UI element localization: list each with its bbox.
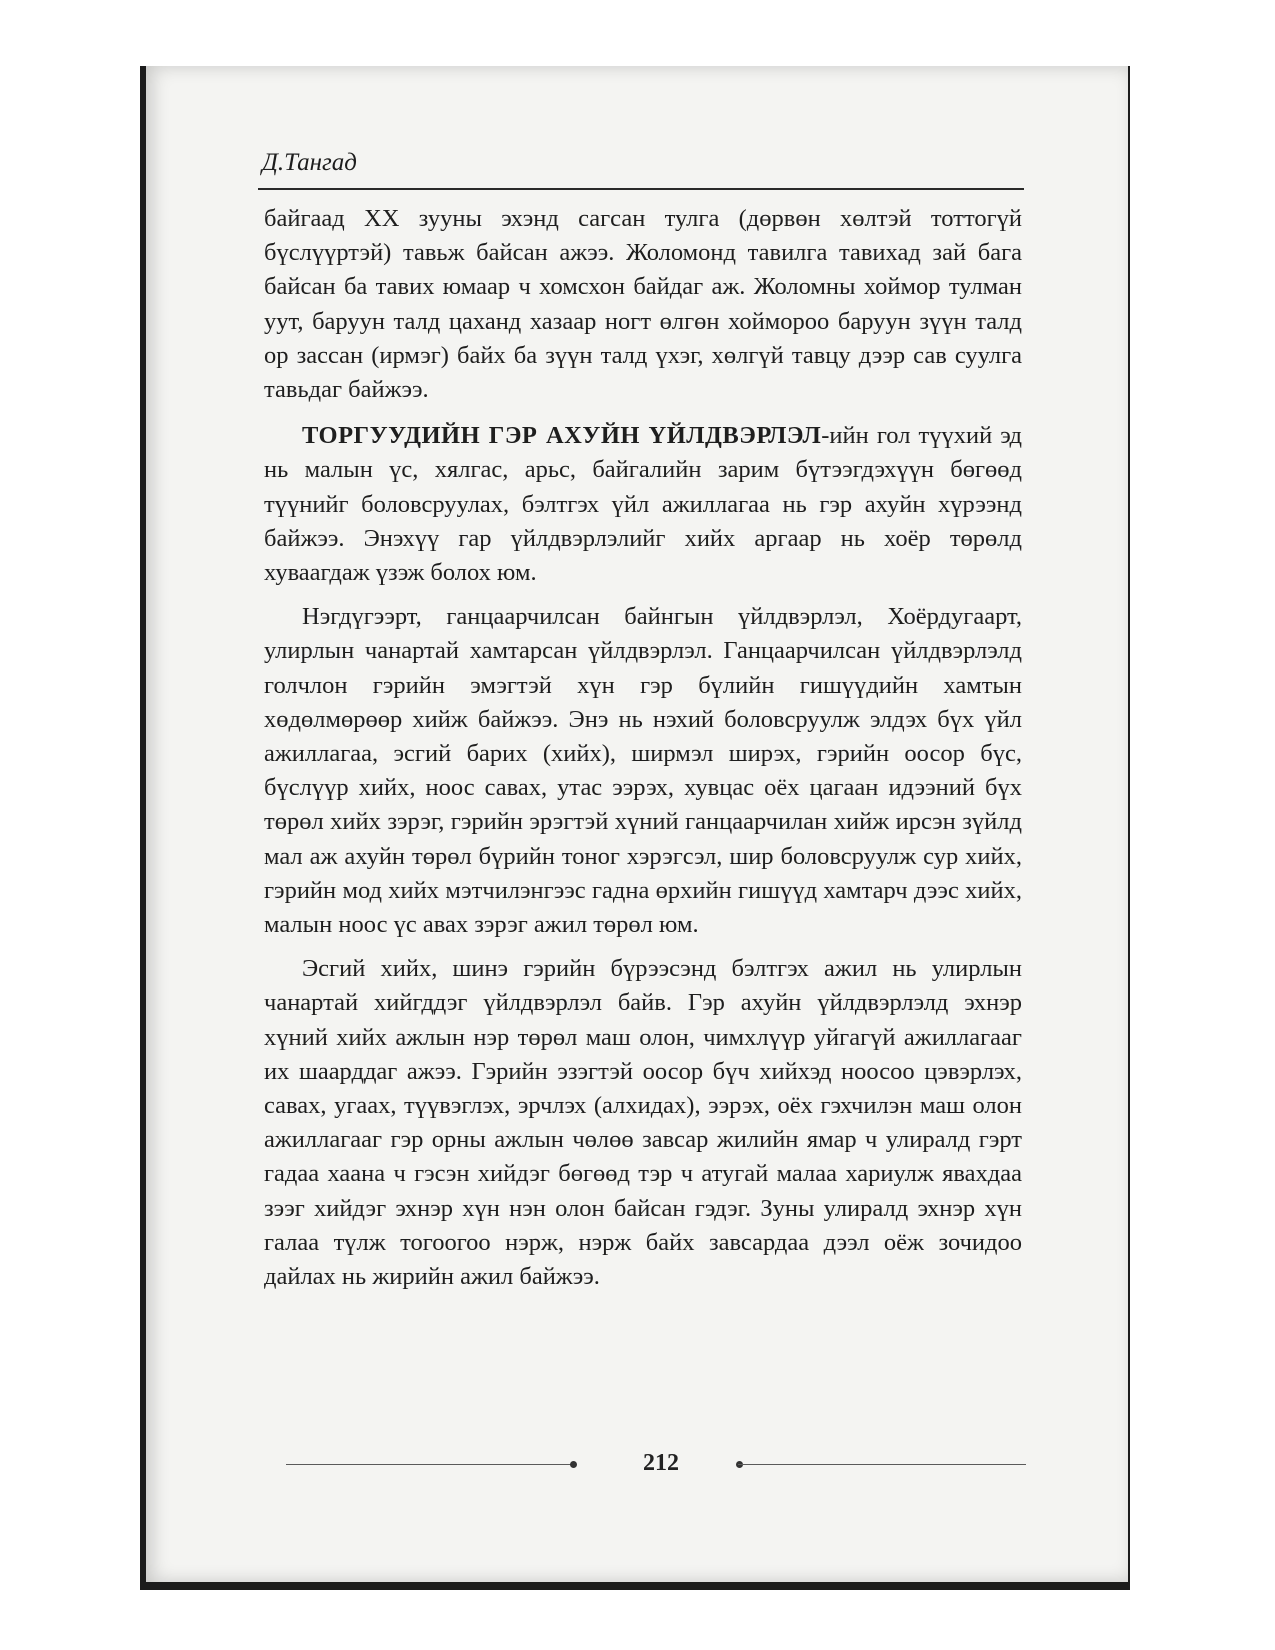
body-text [264, 202, 1022, 1304]
section-heading: ТОРГУУДИЙН ГЭР АХУЙН ҮЙЛДВЭРЛЭЛ [302, 422, 822, 450]
paragraph-1: байгаад ХХ зууны эхэнд сагсан тулга (дөрвөн хөлтэй тоттогүй бүслүүртэй) тавьж байсан ажээ. Жоломонд тавилга тавихад зай бага байсан ба тавих юмаар ч хомсхон байдаг аж. Жоломны хоймор тулман уут, баруун талд цаханд хазаар ногт өлгөн хоймороо баруун зүүн талд ор зассан (ирмэг) байх ба зүүн талд үхэг, хөлгүй тавцу дээр сав суулга тавьдаг байжээ. [264, 205, 1022, 404]
page-number: 212 [643, 1450, 679, 1476]
paragraph-2 [264, 419, 1022, 590]
book-page [146, 66, 1128, 1582]
header-rule [258, 188, 1024, 190]
paragraph-4: Эсгий хийх, шинэ гэрийн бүрээсэнд бэлтгэх ажил нь улирлын чанартай хийгддэг үйлдвэрлэл байв. Гэр ахуйн үйлдвэрлэлд эхнэр хүний хийх ажлын нэр төрөл маш олон, чимхлүүр уйгагүй ажиллагааг их шаарддаг ажээ. Гэрийн эзэгтэй оосор бүч хийхэд ноосоо цэвэрлэх, савах, угаах, түүвэглэх, эрчлэх (алхидах), ээрэх, оёх гэхчилэн маш олон ажиллагааг гэр орны ажлын чөлөө завсар жилийн ямар ч улиралд гэрт гадаа хаана ч гэсэн хийдэг бөгөөд тэр ч атугай малаа хариулж явахдаа зээг хийдэг эхнэр хүн нэн олон байсан гэдэг. Зуны улиралд эхнэр хүн галаа түлж тогоогоо нэрж, нэрж байх завсардаа дээл оёж зочидоо дайлах нь жирийн ажил байжээ. [264, 955, 1022, 1291]
footer-dot-left [570, 1461, 577, 1468]
page-footer [286, 1450, 1026, 1480]
footer-rule-left [286, 1464, 571, 1465]
footer-rule-right [738, 1464, 1026, 1465]
running-head: Д.Тангад [262, 149, 357, 176]
paragraph-3: Нэгдүгээрт, ганцаарчилсан байнгын үйлдвэрлэл, Хоёрдугаарт, улирлын чанартай хамтарсан үйлдвэрлэл. Ганцаарчилсан үйлдвэрлэлд голчлон гэрийн эмэгтэй хүн гэр бүлийн гишүүдийн хамтын хөдөлмөрөөр хийж байжээ. Энэ нь нэхий боловсруулж элдэх бүх үйл ажиллагаа, эсгий барих (хийх), ширмэл ширэх, гэрийн оосор бүс, бүслүүр хийх, ноос савах, утас ээрэх, хувцас оёх цагаан идээний бүх төрөл хийх зэрэг, гэрийн эрэгтэй хүний ганцаарчилан хийж ирсэн зүйлд мал аж ахуйн төрөл бүрийн тоног хэрэгсэл, шир боловсруулж сур хийх, гэрийн мод хийх мэтчилэнгээс гадна өрхийн гишүүд хамтарч дээс хийх, малын ноос үс авах зэрэг ажил төрөл юм. [264, 603, 1022, 939]
paragraph-2-text: -ийн гол түүхий эд нь малын үс, хялгас, арьс, байгалийн зарим бүтээгдэхүүн бөгөөд түүнийг боловсруулах, бэлтгэх үйл ажиллагаа нь гэр ахуйн хүрээнд байжээ. Энэхүү гар үйлдвэрлэлийг хийх аргаар нь хоёр төрөлд хуваагдаж үзэж болох юм. [264, 422, 1022, 587]
